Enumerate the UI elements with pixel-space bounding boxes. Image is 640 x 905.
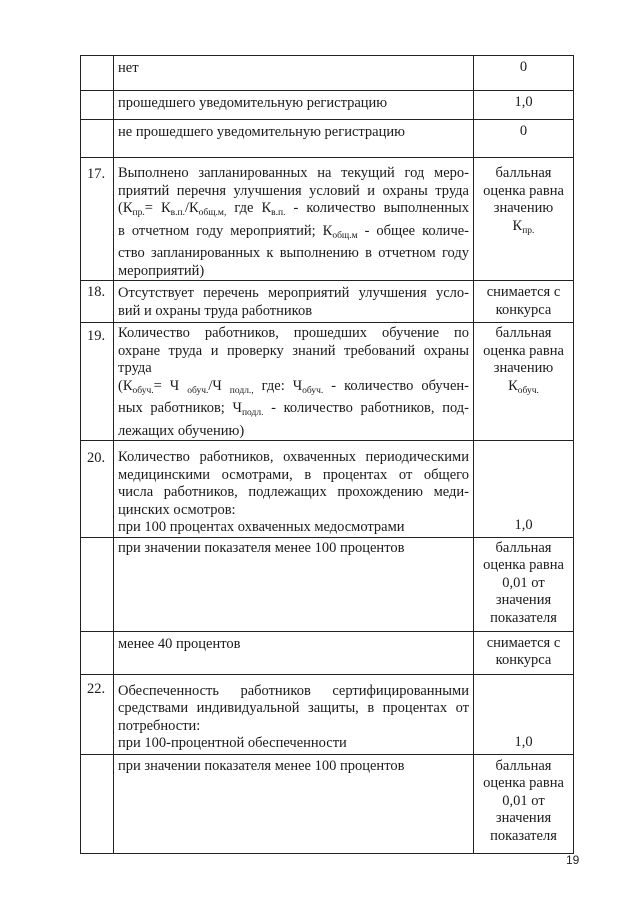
formula-subscript: общ.м, — [198, 208, 227, 218]
text-line: ство запланированных к выполнению в отчетном году — [118, 245, 469, 261]
formula-subscript: подл., — [229, 385, 254, 396]
formula-part: где: Ч — [253, 377, 303, 394]
criterion-text — [114, 158, 474, 281]
score-line: балльная — [495, 539, 552, 556]
text-line: Обеспеченность работников сертифицированными — [118, 682, 469, 699]
formula-subscript: обуч. — [302, 385, 324, 396]
score-line: снимается с — [486, 284, 561, 300]
score-cell — [474, 323, 574, 441]
criterion-text — [114, 281, 474, 323]
score-line: 1,0 — [514, 517, 533, 533]
text-line: труда — [118, 360, 152, 376]
text-line: Количество работников, охваченных периодическими — [118, 449, 469, 465]
score-line — [476, 218, 571, 241]
text-line: медицинскими осмотрами, в процентах от общего — [118, 466, 469, 483]
table-row — [81, 537, 574, 631]
text-line: приятий перечня улучшения условий и охраны труда — [118, 182, 469, 199]
formula-line — [118, 378, 469, 401]
text-line: лежащих обучению) — [118, 422, 245, 439]
row-number: 19. — [81, 323, 114, 441]
table-row — [81, 120, 574, 158]
score-line: показателя — [490, 827, 557, 844]
score-line: показателя — [490, 609, 557, 626]
formula-subscript: обуч. — [187, 385, 209, 396]
formula-part: К — [508, 377, 518, 394]
formula-subscript: в.п. — [170, 208, 185, 218]
row-number — [81, 537, 114, 631]
score-line: балльная — [495, 165, 552, 181]
score-cell — [474, 441, 574, 538]
formula-part: в отчетном году мероприятий; К — [118, 222, 333, 239]
criterion-text — [114, 441, 474, 538]
formula-part: = К — [144, 200, 171, 216]
formula-part: - количество работников, под- — [263, 400, 469, 416]
criterion-text — [114, 323, 474, 441]
score-line: балльная — [495, 325, 552, 341]
formula-subscript: обуч. — [132, 385, 154, 396]
score-line: 0,01 от — [502, 574, 545, 591]
score-cell: 1,0 — [474, 91, 574, 120]
formula-line — [118, 200, 469, 223]
table-row — [81, 158, 574, 281]
text-line: охране труда и проверку знаний требований охраны — [118, 342, 469, 359]
formula-part: - общее количе- — [357, 222, 469, 239]
text-line: мероприятий) — [118, 262, 205, 279]
formula-subscript: обуч. — [517, 385, 539, 396]
formula-subscript: общ.м — [332, 230, 358, 241]
score-line: значению — [493, 200, 554, 216]
formula-subscript: пр. — [522, 225, 535, 236]
row-number — [81, 754, 114, 853]
formula-part: (К — [118, 377, 133, 394]
row-number — [81, 631, 114, 674]
criteria-table — [80, 55, 574, 854]
text-line: вий и охраны труда работников — [118, 302, 313, 319]
row-number — [81, 56, 114, 91]
table-row — [81, 631, 574, 674]
text-line: числа работников, подлежащих прохождению меди- — [118, 484, 469, 500]
table-row — [81, 91, 574, 120]
row-number: 22. — [81, 674, 114, 754]
score-line: значения — [495, 810, 552, 826]
text-line — [118, 223, 469, 246]
table-row — [81, 323, 574, 441]
score-line: оценка равна — [483, 182, 564, 199]
formula-part: /Ч — [208, 377, 230, 394]
score-cell — [474, 281, 574, 323]
score-cell — [474, 631, 574, 674]
score-cell — [474, 754, 574, 853]
criterion-text: прошедшего уведомительную регистрацию — [114, 91, 474, 120]
row-number — [81, 158, 114, 281]
row-number: 18. — [81, 281, 114, 323]
row-number-text: 17. — [87, 166, 106, 182]
criterion-text: нет — [114, 56, 474, 91]
score-cell: 0 — [474, 120, 574, 158]
table-row — [81, 754, 574, 853]
score-line: оценка равна — [483, 557, 564, 573]
page-number: 19 — [566, 853, 580, 867]
score-line — [476, 378, 571, 401]
text-line: средствами индивидуальной защиты, в процентах от — [118, 700, 469, 716]
score-cell — [474, 158, 574, 281]
text-line: потребности: — [118, 717, 201, 734]
text-line: Отсутствует перечень мероприятий улучшения усло- — [118, 285, 469, 301]
row-number: 20. — [81, 441, 114, 538]
table-row — [81, 281, 574, 323]
formula-subscript: в.п. — [271, 208, 286, 218]
text-line: цинских осмотров: — [118, 501, 236, 518]
formula-part: (К — [118, 200, 133, 216]
formula-part: ных работников; Ч — [118, 400, 242, 416]
score-line: значению — [493, 360, 554, 376]
table-row — [81, 56, 574, 91]
text-line: при 100-процентной обеспеченности — [118, 735, 347, 751]
formula-part: /К — [184, 200, 199, 216]
score-line: оценка равна — [483, 342, 564, 359]
table-row — [81, 674, 574, 754]
score-line: конкурса — [495, 301, 552, 318]
score-line: балльная — [495, 757, 552, 774]
formula-part: где К — [226, 200, 272, 216]
score-line: оценка равна — [483, 775, 564, 791]
text-line — [118, 400, 469, 423]
score-line: конкурса — [495, 652, 552, 668]
row-number — [81, 120, 114, 158]
formula-part: = Ч — [153, 377, 188, 394]
table-row — [81, 441, 574, 538]
criterion-text — [114, 674, 474, 754]
score-cell — [474, 674, 574, 754]
criterion-text: не прошедшего уведомительную регистрацию — [114, 120, 474, 158]
criterion-text: менее 40 процентов — [114, 631, 474, 674]
formula-part: - количество выполненных — [285, 200, 470, 216]
text-line: при 100 процентах охваченных медосмотрами — [118, 519, 405, 535]
score-cell: 0 — [474, 56, 574, 91]
score-line: значения — [495, 592, 552, 608]
formula-part: - количество обучен- — [323, 377, 469, 394]
formula-subscript: пр. — [132, 208, 145, 218]
criterion-text: при значении показателя менее 100 процентов — [114, 537, 474, 631]
text-line: Количество работников, прошедших обучение по — [118, 325, 469, 341]
score-line: 1,0 — [514, 734, 533, 750]
formula-part: К — [512, 217, 523, 234]
formula-subscript: подл. — [241, 408, 264, 418]
text-line: Выполнено запланированных на текущий год меро- — [118, 165, 469, 181]
row-number — [81, 91, 114, 120]
score-cell — [474, 537, 574, 631]
score-line: 0,01 от — [502, 792, 545, 809]
criterion-text: при значении показателя менее 100 процентов — [114, 754, 474, 853]
score-line: снимается с — [486, 634, 561, 651]
